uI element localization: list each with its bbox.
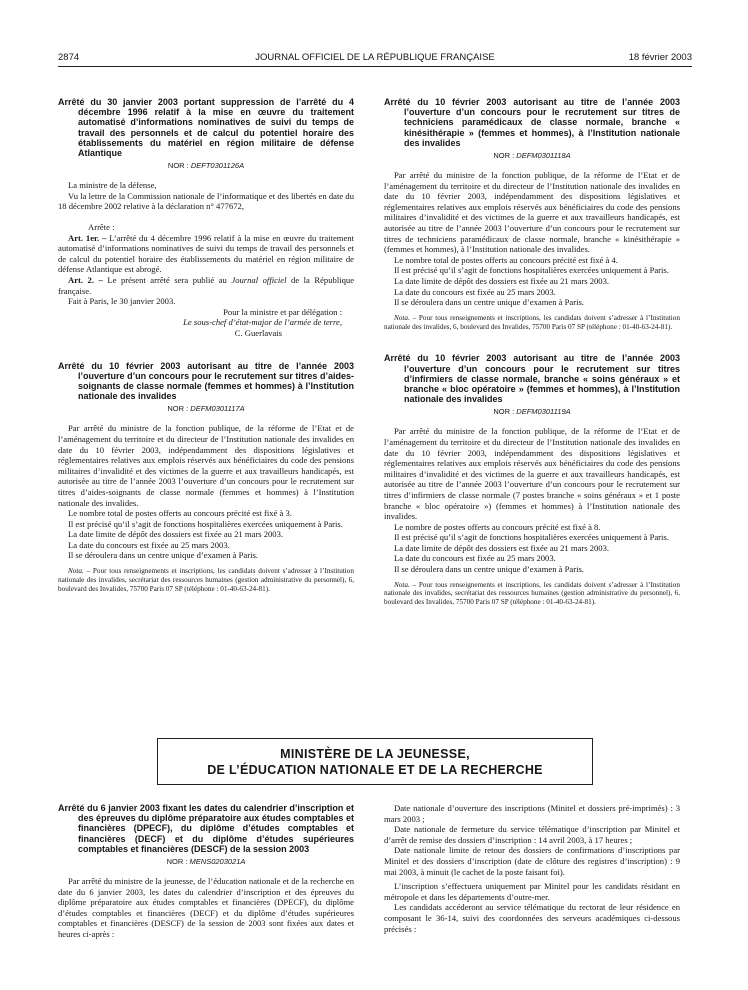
paragraph: La date du concours est fixée au 25 mars 2003. [68,539,230,550]
paragraph: La date du concours est fixée au 25 mars 2003. [394,553,556,564]
nota-note: Nota. – Pour tous renseignements et inscriptions, les candidats doivent s’adresser à l’Institution nationale des invalides, secrétariat des ressources humaines (gestion administrative du personnel), 6, boulevard des Invalides, 75700 Paris 07 SP (téléphone : 01-40-63-24-81). [384,580,680,607]
article-1-paragraph: Art. 1er. – L’arrêté du 4 décembre 1996 relatif à la mise en œuvre du traitement automatisé d’informations nominatives de suivi du temps de travail des personnels et de calcul du potentiel horaire des établissements du matériel en région militaire de défense Atlantique est abrogé. [58,232,354,275]
signature-role: Le sous-chef d’état-major de l’armée de terre, [183,317,342,328]
signature-delegation: Pour la ministre et par délégation : [223,306,342,317]
paragraph: Vu la lettre de la Commission nationale de l’informatique et des libertés en date du 18 décembre 2002 relative à la déclaration n° 477672, [58,190,354,212]
article-infirmiers [384,353,680,607]
issue-date: 18 février 2003 [628,52,692,63]
bottom-left-column [58,803,354,940]
nor-reference: NOR : MENS0203021A [166,857,246,867]
article-title: Arrêté du 6 janvier 2003 fixant les dates du calendrier d’inscription et des épreuves du diplôme préparatoire aux études comptables et financières (DPECF), du diplôme d’études comptables et financières (DECF) et du diplôme d’études supérieures comptables et financières (DESCF) de la session 2003 [58,803,354,854]
article-title: Arrêté du 10 février 2003 autorisant au titre de l’année 2003 l’ouverture d’un concours pour le recrutement sur titres d’aides-soignants de classe normale (femmes et hommes) à l’Institution nationale des invalides [58,360,354,402]
paragraph: Par arrêté du ministre de la jeunesse, de l’éducation nationale et de la recherche en date du 6 janvier 2003, les dates du calendrier d’inscription et des épreuves du diplôme préparatoire aux études comptables et financières (DPECF), du diplôme d’études comptables et financières (DECF) et du diplôme d’études supérieures comptables et financières (DESCF) de la session de 2003 sont fixées aux dates et heures ci-après : [58,876,354,939]
paragraph: L’inscription s’effectuera uniquement par Minitel pour les candidats résidant en métropole et dans les départements d’outre-mer. [384,881,680,902]
nor-code: DEFT0301126A [190,161,245,171]
article-2-paragraph: Art. 2. – Le présent arrêté sera publié au Journal officiel de la République française. [58,274,355,296]
header-rule [58,66,692,67]
nor-code: DEFM0301118A [516,151,571,161]
nor-reference: NOR : DEFM0301117A [167,404,245,414]
paragraph: La date du concours est fixée au 25 mars 2003. [394,286,556,297]
page-number: 2874 [58,52,80,63]
page-header [58,52,692,66]
nor-reference: NOR : DEFM0301118A [493,151,571,161]
article-defense-1996 [58,97,354,339]
signature-name: C. Guerlavais [234,327,282,338]
paragraph: Il est précisé qu’il s’agit de fonctions hospitalières exercées uniquement à Paris. [394,265,669,276]
nota-note: Nota. – Pour tous renseignements et inscriptions, les candidats doivent s’adresser à l’Institution nationale des invalides, secrétariat des ressources humaines (gestion administrative du personnel), 6, boulevard des Invalides, 75700 Paris 07 SP (téléphone : 01-40-63-24-81). [58,567,354,593]
paragraph: Date nationale limite de retour des dossiers de confirmations d’inscriptions par Minitel et des dossiers d’inscription (date de clôture des registres d’inscription) : 9 mai 2003, à minuit (le cachet de la poste faisant foi). [384,845,680,877]
paragraph: Il se déroulera dans un centre unique d’examen à Paris. [394,297,584,308]
paragraph: Le nombre total de postes offerts au concours précité est fixé à 4. [394,254,618,265]
ministry-heading-box [157,738,593,785]
paragraph: Par arrêté du ministre de la fonction publique, de la réforme de l’Etat et de l’aménagement du territoire et du directeur de l’Institution nationale des invalides en date du 10 février 2003, indépendamment des dispositions législatives et réglementaires relatives aux emplois réservés aux bénéficiaires du code des pensions militaires d’invalidité et des victimes de la guerre et aux travailleurs handicapés, est autorisée au titre de l’année 2003 l’ouverture d’un concours pour le recrutement sur titres de techniciens paramédicaux de classe normale, branche « kinésithérapie » (femmes et hommes), à l’Institution nationale des invalides. [384,170,680,255]
paragraph: La date limite de dépôt des dossiers est fixée au 21 mars 2003. [68,529,284,540]
paragraph: Il se déroulera dans un centre unique d’examen à Paris. [394,564,584,575]
article-title: Arrêté du 10 février 2003 autorisant au titre de l’année 2003 l’ouverture d’un concours pour le recrutement sur titres de techniciens paramédicaux de classe normale, branche « kinésithérapie » (femmes et hommes), à l’Institution nationale des invalides [384,97,680,148]
nor-code: DEFM0301119A [516,407,571,417]
paragraph: Il est précisé qu’il s’agit de fonctions hospitalières exercées uniquement à Paris. [394,532,669,543]
paragraph: Par arrêté du ministre de la fonction publique, de la réforme de l’Etat et de l’aménagement du territoire et du directeur de l’Institution nationale des invalides en date du 10 février 2003, indépendamment des dispositions législatives et réglementaires relatives aux emplois réservés aux bénéficiaires du code des pensions militaires d’invalidité et des victimes de la guerre et aux travailleurs handicapés, est autorisée au titre de l’année 2003 l’ouverture d’un concours pour le recrutement sur titres d’aides-soignants de classe normale (femmes et hommes) à l’Institution nationale des invalides. [58,423,354,508]
nor-code: MENS0203021A [189,857,246,867]
ministry-heading-line-1: MINISTÈRE DE LA JEUNESSE, [280,746,470,761]
paragraph: Les candidats accéderont au service télématique du rectorat de leur résidence en composant le 36-14, suivi des coordonnées des serveurs académiques ci-dessous précisés : [384,902,680,934]
journal-title: JOURNAL OFFICIEL DE LA RÉPUBLIQUE FRANÇAISE [255,52,495,63]
signature-place-date: Fait à Paris, le 30 janvier 2003. [68,296,176,307]
article-aides-soignants [58,361,354,594]
paragraph: La ministre de la défense, [68,180,157,191]
paragraph: Date nationale de fermeture du service télématique d’inscription par Minitel et d’arrêt de remise des dossiers d’inscription : 14 avril 2003, à 17 heures ; [384,824,680,845]
left-column [58,97,354,593]
paragraph: Le nombre de postes offerts au concours précité est fixé à 8. [394,521,601,532]
arrete-label: Arrête : [88,222,115,232]
paragraph: Le nombre total de postes offerts au concours précité est fixé à 3. [68,508,292,519]
paragraph: Il se déroulera dans un centre unique d’examen à Paris. [68,550,258,561]
right-column [384,97,680,607]
nor-code: DEFM0301117A [190,404,245,414]
paragraph: La date limite de dépôt des dossiers est fixée au 21 mars 2003. [394,275,610,286]
nor-reference: NOR : DEFT0301126A [167,161,245,171]
article-title: Arrêté du 10 février 2003 autorisant au titre de l’année 2003 l’ouverture d’un concours pour le recrutement sur titres d’infirmiers de classe normale, branche « soins généraux » et branche « bloc opératoire » (femmes et hommes), à l’Institution nationale des invalides [384,353,680,405]
nor-reference: NOR : DEFM0301119A [493,407,571,417]
paragraph: Date nationale d’ouverture des inscriptions (Minitel et dossiers pré-imprimés) : 3 mars 2003 ; [384,803,680,824]
paragraph: Par arrêté du ministre de la fonction publique, de la réforme de l’Etat et de l’aménagement du territoire et du directeur de l’Institution nationale des invalides en date du 10 février 2003, indépendamment des dispositions législatives et réglementaires relatives aux emplois réservés aux bénéficiaires du code des pensions militaires d’invalidité et des victimes de la guerre et aux travailleurs handicapés, est autorisée au titre de l’année 2003 l’ouverture d’un concours pour le recrutement sur titres d’infirmiers de classe normale (7 postes branche « soins généraux » et 1 poste branche « bloc opératoire ») (femmes et hommes) à l’Institution nationale des invalides. [384,426,680,522]
article-kinesitherapie [384,97,680,331]
nota-note: Nota. – Pour tous renseignements et inscriptions, les candidats doivent s’adresser à l’Institution nationale des invalides, 6, boulevard des Invalides, 75700 Paris 07 SP (téléphone : 01-40-63-24-81). [384,313,680,331]
article-dpecf [58,803,354,940]
paragraph: Il est précisé qu’il s’agit de fonctions hospitalières exercées uniquement à Paris. [68,518,343,529]
ministry-heading-line-2: DE L’ÉDUCATION NATIONALE ET DE LA RECHERCHE [207,762,543,777]
paragraph: La date limite de dépôt des dossiers est fixée au 21 mars 2003. [394,542,610,553]
article-title: Arrêté du 30 janvier 2003 portant suppression de l’arrêté du 4 décembre 1996 relatif à la mise en œuvre du traitement automatisé d’informations nominatives de suivi du temps de travail des personnels et de calcul du potentiel horaire des établissements du matériel en région militaire de défense Atlantique [58,97,354,159]
bottom-right-column [384,803,680,934]
